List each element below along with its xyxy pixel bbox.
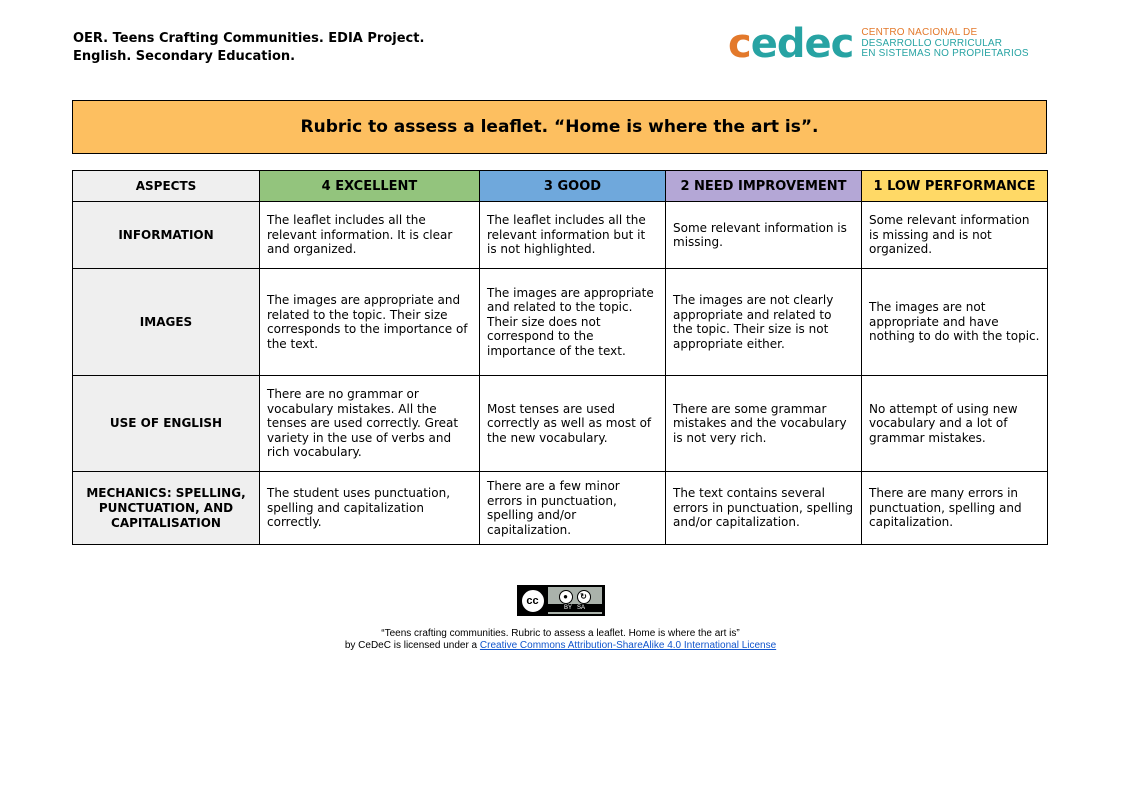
good-cell: The leaflet includes all the relevant information but it is not highlighted.: [480, 202, 666, 269]
header-low-performance: 1 LOW PERFORMANCE: [862, 171, 1048, 202]
need-improvement-cell: Some relevant information is missing.: [666, 202, 862, 269]
need-improvement-cell: There are some grammar mistakes and the vocabulary is not very rich.: [666, 376, 862, 472]
low-performance-cell: The images are not appropriate and have nothing to do with the topic.: [862, 269, 1048, 376]
logo-mark-c: c: [728, 21, 751, 67]
table-header-row: [73, 171, 1048, 202]
header-good: 3 GOOD: [480, 171, 666, 202]
aspect-cell: MECHANICS: SPELLING, PUNCTUATION, AND CAPITALISATION: [73, 472, 260, 545]
header-line-1: OER. Teens Crafting Communities. EDIA Project.: [73, 31, 425, 46]
table-row: [73, 202, 1048, 269]
badge-sa-label: SA: [577, 604, 586, 611]
rubric-title: Rubric to assess a leaflet. “Home is where the art is”.: [72, 100, 1047, 154]
logo-mark: [728, 21, 854, 67]
table-row: [73, 472, 1048, 545]
logo-text-line-2: DESARROLLO CURRICULAR: [861, 37, 1003, 49]
cc-badge-labels: [548, 604, 602, 612]
license-line-2: [0, 640, 1121, 652]
license-link[interactable]: Creative Commons Attribution-ShareAlike 4.0 International License: [479, 640, 777, 651]
header-need-improvement: 2 NEED IMPROVEMENT: [666, 171, 862, 202]
logo-text-line-3: EN SISTEMAS NO PROPIETARIOS: [861, 48, 1029, 60]
good-cell: Most tenses are used correctly as well as most of the new vocabulary.: [480, 376, 666, 472]
aspect-cell: USE OF ENGLISH: [73, 376, 260, 472]
need-improvement-cell: The text contains several errors in punctuation, spelling and/or capitalization.: [666, 472, 862, 545]
attribution-person-icon: ●: [559, 590, 573, 604]
aspect-cell: INFORMATION: [73, 202, 260, 269]
excellent-cell: The images are appropriate and related to the topic. Their size corresponds to the importance of the text.: [260, 269, 480, 376]
excellent-cell: There are no grammar or vocabulary mistakes. All the tenses are used correctly. Great variety in the use of verbs and rich vocabulary.: [260, 376, 480, 472]
excellent-cell: The leaflet includes all the relevant information. It is clear and organized.: [260, 202, 480, 269]
cc-badge-right: [548, 587, 602, 614]
cedec-logo: [728, 21, 1029, 67]
cc-by-sa-badge[interactable]: [517, 585, 605, 616]
share-alike-icon: ↻: [577, 590, 591, 604]
low-performance-cell: There are many errors in punctuation, spelling and capitalization.: [862, 472, 1048, 545]
low-performance-cell: Some relevant information is missing and is not organized.: [862, 202, 1048, 269]
rubric-table: [72, 170, 1048, 545]
excellent-cell: The student uses punctuation, spelling and capitalization correctly.: [260, 472, 480, 545]
logo-mark-rest: edec: [750, 21, 854, 67]
aspect-cell: IMAGES: [73, 269, 260, 376]
cc-badge-icons: [559, 590, 591, 604]
need-improvement-cell: The images are not clearly appropriate and related to the topic. Their size is not appropriate either.: [666, 269, 862, 376]
good-cell: There are a few minor errors in punctuation, spelling and/or capitalization.: [480, 472, 666, 545]
table-row: [73, 269, 1048, 376]
cc-icon: cc: [520, 588, 546, 614]
table-row: [73, 376, 1048, 472]
low-performance-cell: No attempt of using new vocabulary and a lot of grammar mistakes.: [862, 376, 1048, 472]
header-aspects: ASPECTS: [73, 171, 260, 202]
header-line-2: English. Secondary Education.: [73, 49, 296, 64]
license-block: [0, 585, 1121, 652]
document-header: [73, 30, 424, 66]
header-excellent: 4 EXCELLENT: [260, 171, 480, 202]
logo-text: [861, 28, 1028, 60]
license-prefix: by CeDeC is licensed under a: [344, 640, 480, 651]
badge-by-label: BY: [563, 604, 572, 611]
logo-text-line-1: CENTRO NACIONAL DE: [861, 27, 978, 39]
license-line-1: “Teens crafting communities. Rubric to assess a leaflet. Home is where the art is”: [381, 628, 740, 639]
good-cell: The images are appropriate and related to the topic. Their size does not correspond to the importance of the text.: [480, 269, 666, 376]
